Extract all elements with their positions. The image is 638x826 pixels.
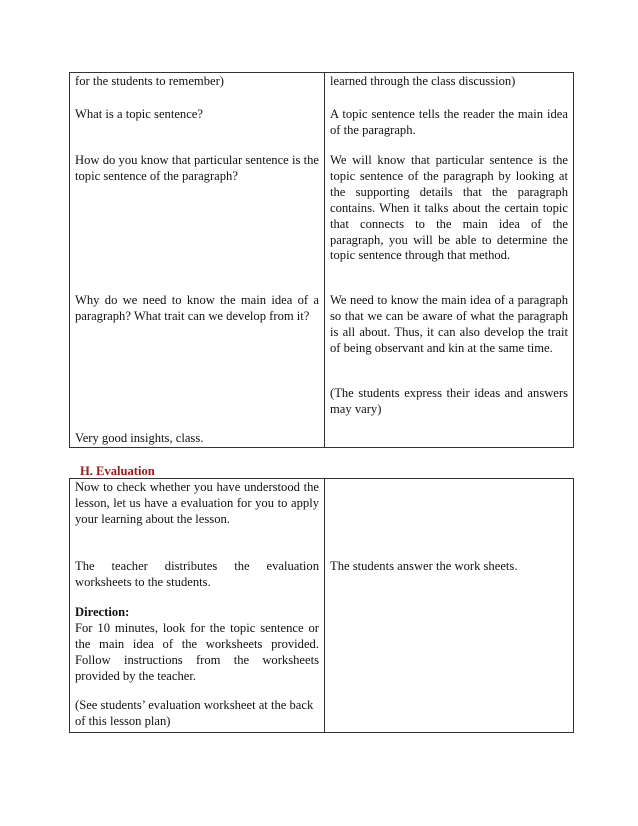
student-line: learned through the class discussion) xyxy=(330,74,516,88)
discussion-table xyxy=(69,72,574,448)
direction-label: Direction: xyxy=(75,605,130,619)
evaluation-intro: Now to check whether you have understood the lesson, let us have a evaluation for you to apply your learning about the lesson. xyxy=(75,480,319,526)
students-express-note: (The students express their ideas and answers may vary) xyxy=(330,386,568,416)
section-number: H. xyxy=(80,464,93,478)
question-how-know: How do you know that particular sentence is the topic sentence of the paragraph? xyxy=(75,153,319,183)
table-row xyxy=(70,479,574,733)
teacher-activity-cell xyxy=(70,73,325,448)
see-worksheet-note: (See students’ evaluation worksheet at the back of this lesson plan) xyxy=(75,698,314,728)
section-title: Evaluation xyxy=(96,464,155,478)
section-heading-evaluation xyxy=(80,464,155,479)
teacher-distributes: The teacher distributes the evaluation worksheets to the students. xyxy=(75,559,319,589)
evaluation-table xyxy=(69,478,574,733)
direction-text: For 10 minutes, look for the topic sentence or the main idea of the worksheets provided. Follow instructions from the worksheets provided by the teacher. xyxy=(75,621,319,683)
students-answer: The students answer the work sheets. xyxy=(330,559,518,573)
table-row xyxy=(70,73,574,448)
answer-why-main-idea: We need to know the main idea of a paragraph so that we can be aware of what the paragraph is all about. Thus, it can also develop the trait of being observant and kin at the same time. xyxy=(330,293,568,355)
teacher-line: for the students to remember) xyxy=(75,74,224,88)
answer-topic-sentence: A topic sentence tells the reader the main idea of the paragraph. xyxy=(330,107,568,137)
answer-how-know: We will know that particular sentence is the topic sentence of the paragraph by looking at the supporting details that the paragraph contains. When it talks about the certain topic that connects to the main idea of the paragraph, you will be able to determine the topic sentence through that method. xyxy=(330,153,568,263)
teacher-praise: Very good insights, class. xyxy=(75,431,204,445)
question-why-main-idea: Why do we need to know the main idea of a paragraph? What trait can we develop from it? xyxy=(75,293,319,323)
teacher-activity-cell xyxy=(70,479,325,733)
student-activity-cell xyxy=(325,479,574,733)
question-topic-sentence: What is a topic sentence? xyxy=(75,107,203,121)
student-activity-cell xyxy=(325,73,574,448)
